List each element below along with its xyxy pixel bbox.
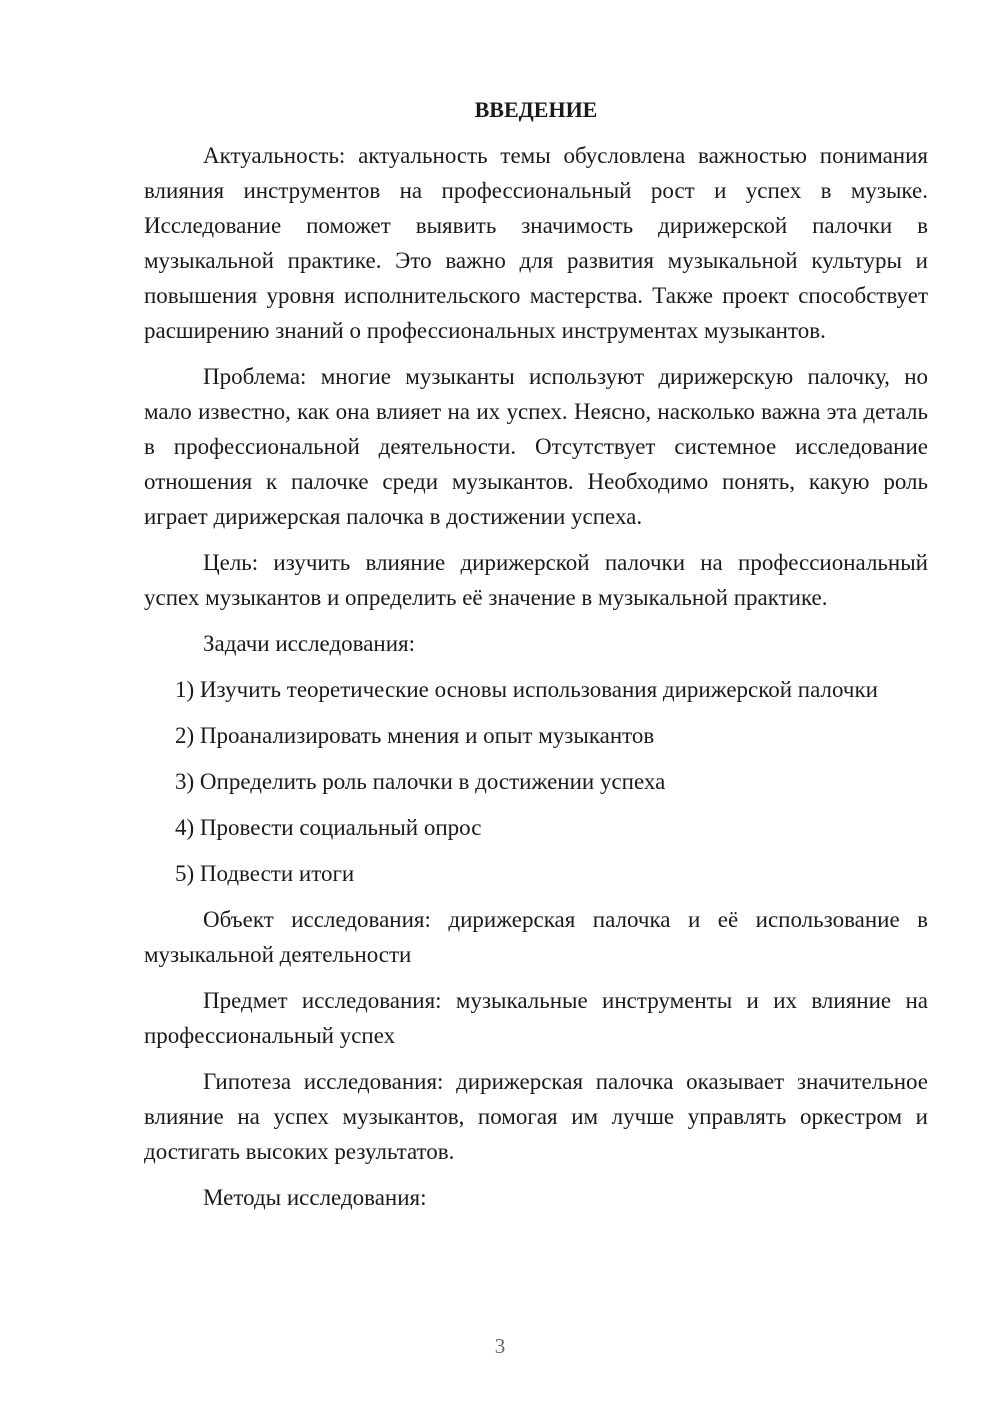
list-item: 2) Проанализировать мнения и опыт музыкантов — [175, 723, 655, 748]
list-item: 5) Подвести итоги — [175, 861, 355, 886]
list-item: 4) Провести социальный опрос — [175, 815, 482, 840]
paragraph-object: Объект исследования: дирижерская палочка и её использование в музыкальной деятельности — [144, 907, 928, 967]
paragraph-subject: Предмет исследования: музыкальные инструменты и их влияние на профессиональный успех — [144, 988, 928, 1048]
paragraph-methods: Методы исследования: — [203, 1185, 427, 1210]
page-content — [144, 92, 928, 1215]
paragraph-tasks-heading: Задачи исследования: — [203, 631, 416, 656]
section-title: ВВЕДЕНИЕ — [474, 97, 598, 122]
paragraph-goal: Цель: изучить влияние дирижерской палочки на профессиональный успех музыкантов и определить её значение в музыкальной практике. — [144, 550, 928, 610]
paragraph-hypothesis: Гипотеза исследования: дирижерская палочка оказывает значительное влияние на успех музыкантов, помогая им лучше управлять оркестром и достигать высоких результатов. — [144, 1069, 928, 1164]
list-item: 3) Определить роль палочки в достижении успеха — [175, 769, 666, 794]
page-number: 3 — [494, 1334, 506, 1358]
paragraph-relevance: Актуальность: актуальность темы обусловлена важностью понимания влияния инструментов на профессиональный рост и успех в музыке. Исследование поможет выявить значимость дирижерской палочки в музыкальной практике. Это важно для развития музыкальной культуры и повышения уровня исполнительского мастерства. Также проект способствует расширению знаний о профессиональных инструментах музыкантов. — [144, 143, 928, 343]
list-item: 1) Изучить теоретические основы использования дирижерской палочки — [175, 677, 878, 702]
task-list — [144, 672, 928, 891]
paragraph-problem: Проблема: многие музыканты используют дирижерскую палочку, но мало известно, как она влияет на их успех. Неясно, насколько важна эта деталь в профессиональной деятельности. Отсутствует системное исследование отношения к палочке среди музыкантов. Необходимо понять, какую роль играет дирижерская палочка в достижении успеха. — [144, 364, 928, 529]
